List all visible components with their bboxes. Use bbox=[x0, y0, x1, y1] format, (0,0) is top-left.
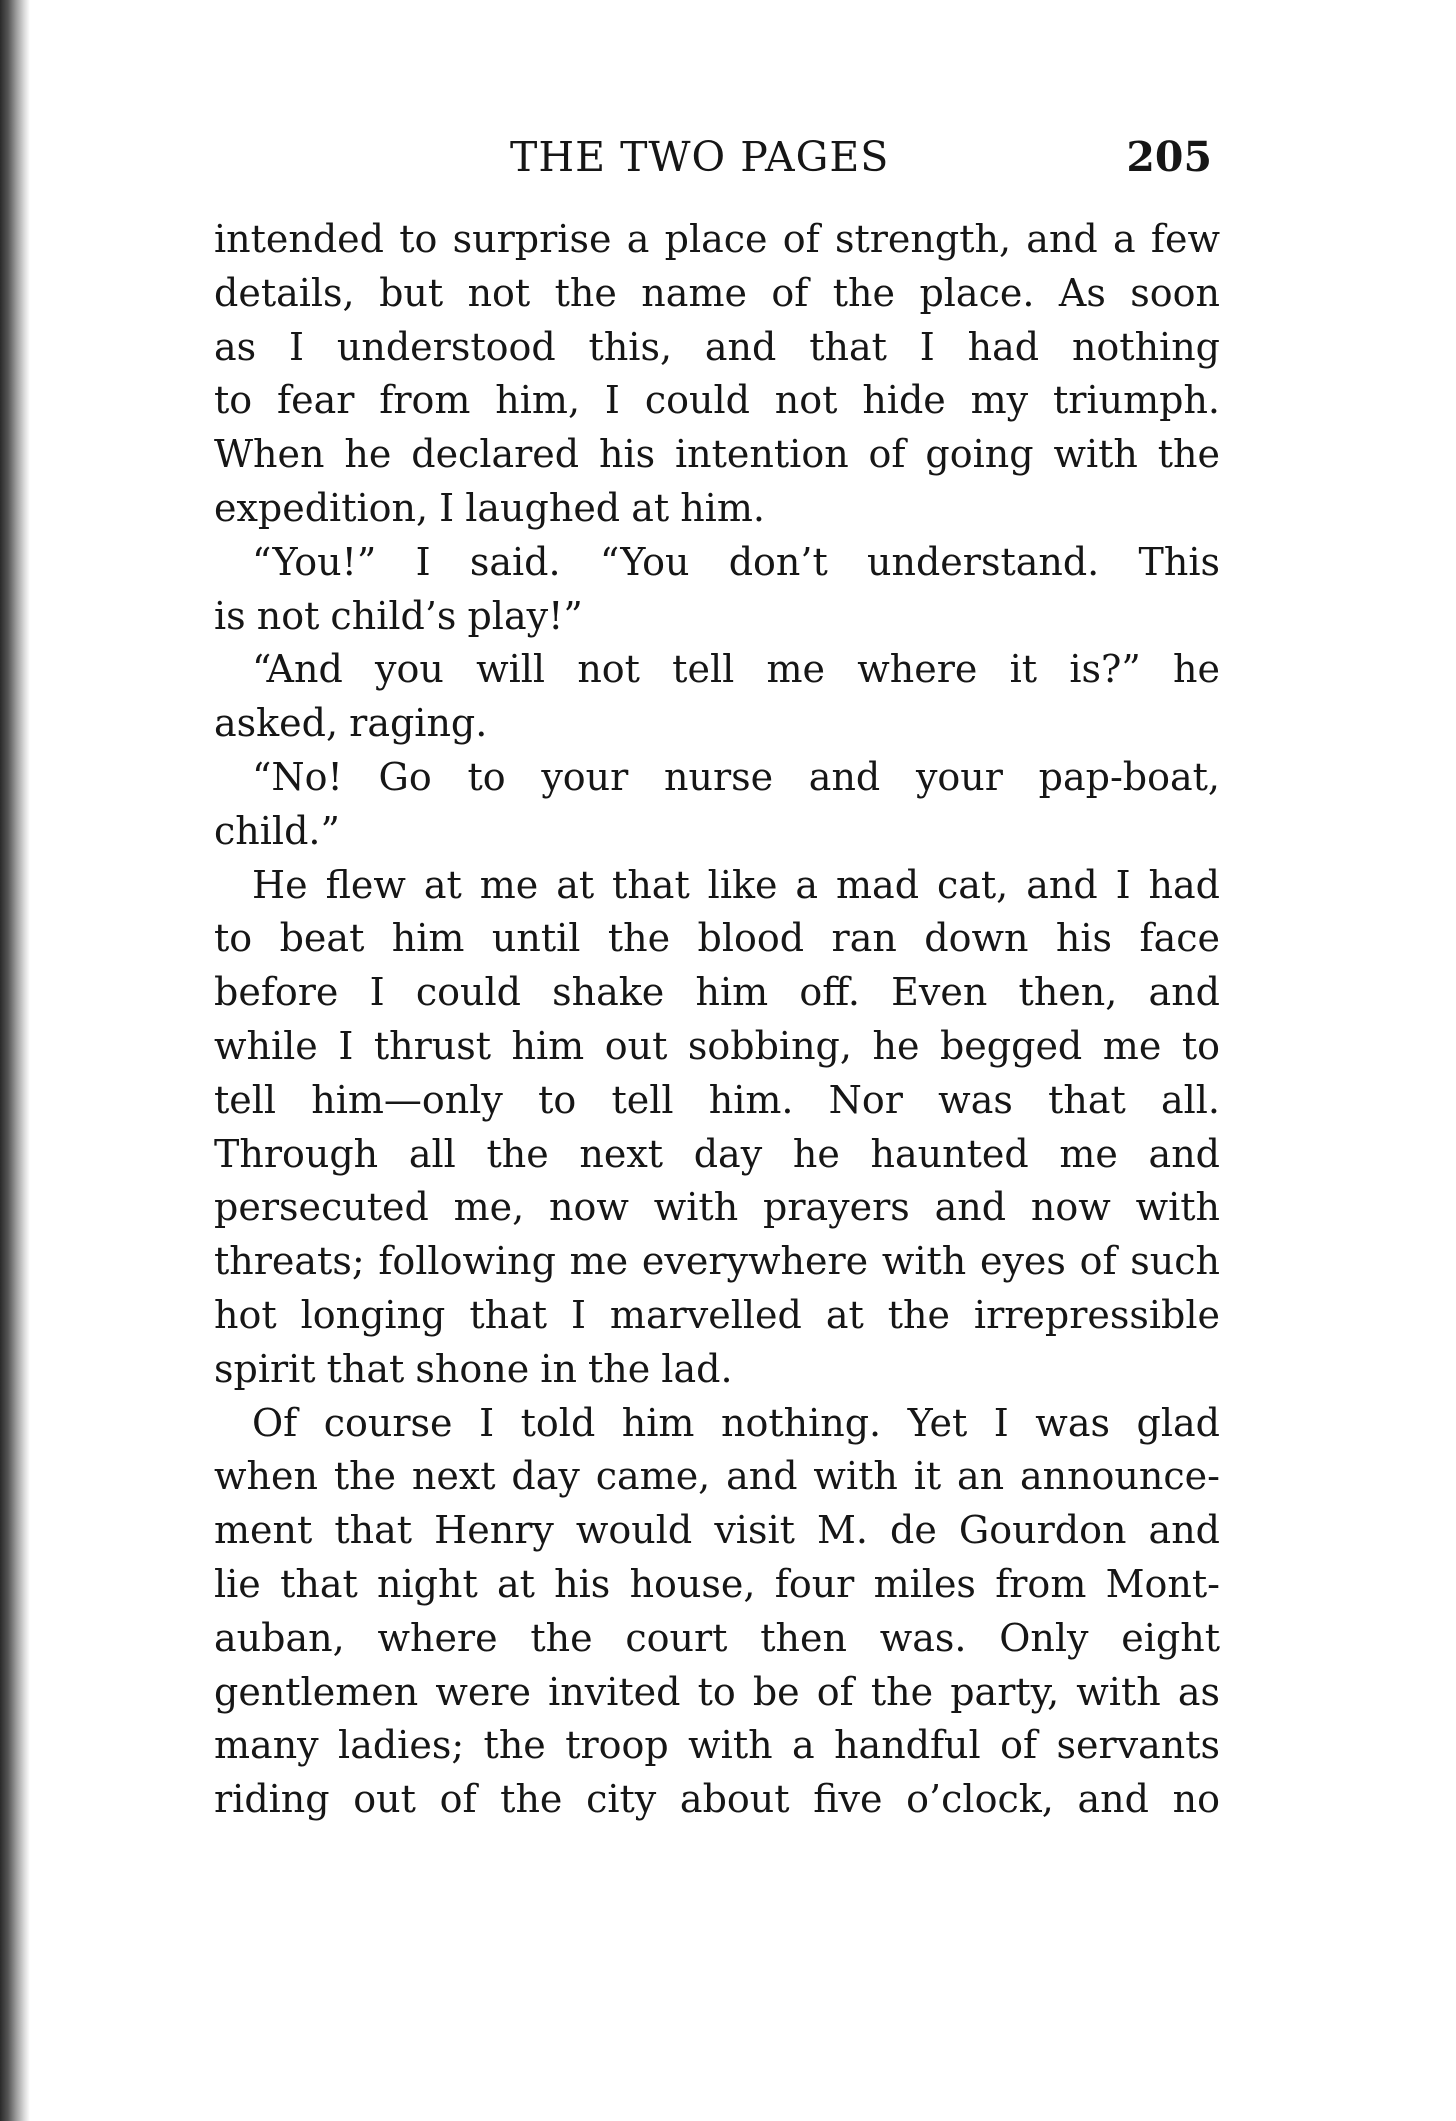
text-line: spirit that shone in the lad. bbox=[214, 1346, 733, 1391]
text-line: hot longing that I marvelled at the irrepressible bbox=[214, 1292, 1220, 1337]
text-line: many ladies; the troop with a handful of servants bbox=[214, 1723, 1220, 1768]
text-line: “And you will not tell me where it is?” he bbox=[252, 647, 1220, 692]
text-line: intended to surprise a place of strength, and a few bbox=[214, 217, 1220, 261]
text-line: as I understood this, and that I had nothing bbox=[214, 324, 1220, 369]
text-line: lie that night at his house, four miles from Mont- bbox=[214, 1561, 1220, 1606]
text-line: persecuted me, now with prayers and now with bbox=[214, 1185, 1220, 1230]
text-line: He flew at me at that like a mad cat, and I had bbox=[252, 862, 1220, 907]
text-line: expedition, I laughed at him. bbox=[214, 485, 765, 530]
body-text bbox=[214, 213, 1220, 1827]
text-line: is not child’s play!” bbox=[214, 593, 583, 638]
text-line: tell him—only to tell him. Nor was that all. bbox=[214, 1077, 1220, 1122]
page-binding-edge bbox=[0, 0, 30, 2121]
text-line: to fear from him, I could not hide my triumph. bbox=[214, 378, 1220, 423]
text-line: details, but not the name of the place. As soon bbox=[214, 270, 1220, 315]
page-header bbox=[214, 133, 1212, 193]
text-line: riding out of the city about five o’clock, and no bbox=[214, 1777, 1220, 1822]
text-line: threats; following me everywhere with eyes of such bbox=[214, 1239, 1220, 1284]
text-line: to beat him until the blood ran down his face bbox=[214, 916, 1220, 961]
text-line: Of course I told him nothing. Yet I was glad bbox=[252, 1400, 1220, 1445]
text-line: while I thrust him out sobbing, he begged me to bbox=[214, 1023, 1220, 1068]
text-line: child.” bbox=[214, 808, 340, 853]
text-line: When he declared his intention of going with the bbox=[214, 432, 1220, 477]
text-line: “You!” I said. “You don’t understand. This bbox=[252, 539, 1220, 584]
text-line: before I could shake him off. Even then, and bbox=[214, 970, 1220, 1015]
text-line: ment that Henry would visit M. de Gourdon and bbox=[214, 1508, 1220, 1553]
text-line: Through all the next day he haunted me and bbox=[214, 1131, 1220, 1176]
text-line: gentlemen were invited to be of the party, with as bbox=[214, 1669, 1220, 1714]
text-line: asked, raging. bbox=[214, 701, 488, 746]
text-line: “No! Go to your nurse and your pap-boat, bbox=[252, 754, 1220, 799]
running-head: THE TWO PAGES bbox=[510, 133, 890, 181]
page-number: 205 bbox=[1126, 133, 1212, 181]
text-line: when the next day came, and with it an announce- bbox=[214, 1454, 1220, 1499]
text-line: auban, where the court then was. Only eight bbox=[214, 1615, 1220, 1660]
